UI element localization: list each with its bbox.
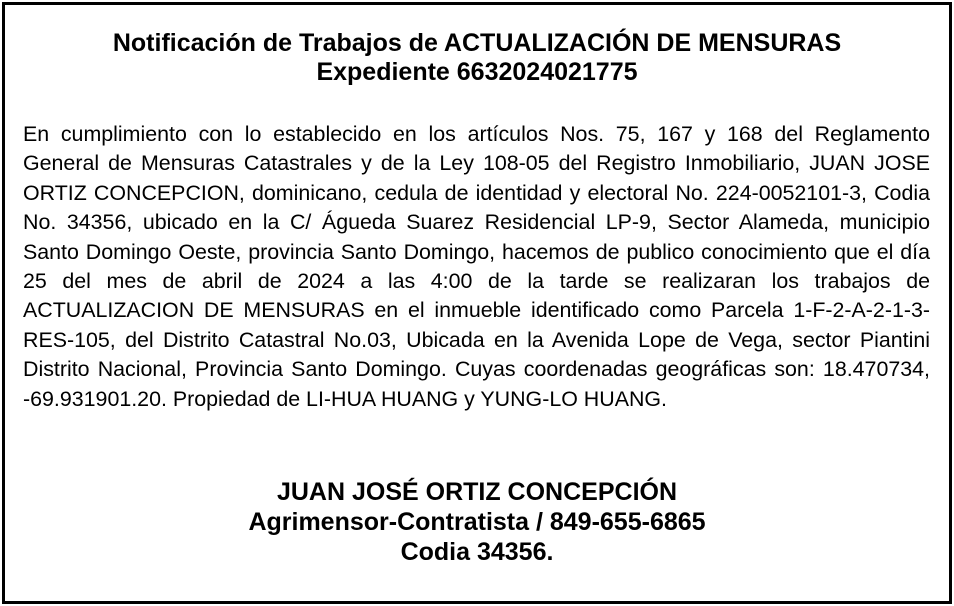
case-number: Expediente 6632024021775 [316,58,638,86]
notice-title [5,29,949,87]
notice-body: En cumplimiento con lo establecido en los artículos Nos. 75, 167 y 168 del Reglamento General de Mensuras Catastrales y de la Ley 108-05 del Registro Inmobiliario, JUAN JOSE ORTIZ CONCEPCION, dominicano, cedula de identidad y electoral No. 224-0052101-3, Codia No. 34356, ubicado en la C/ Águeda Suarez Residencial LP-9, Sector Alameda, municipio Santo Domingo Oeste, provincia Santo Domingo, hacemos de publico conocimiento que el día 25 del mes de abril de 2024 a las 4:00 de la tarde se realizaran los trabajos de ACTUALIZACION DE MENSURAS en el inmueble identificado como Parcela 1-F-2-A-2-1-3-RES-105, del Distrito Catastral No.03, Ubicada en la Avenida Lope de Vega, sector Piantini Distrito Nacional, Provincia Santo Domingo. Cuyas coordenadas geográficas son: 18.470734, -69.931901.20. Propiedad de LI-HUA HUANG y YUNG-LO HUANG. [23,122,930,411]
signatory-codia: Codia 34356. [400,538,554,566]
signature-block [5,477,949,567]
notice-title-line: Notificación de Trabajos de ACTUALIZACIÓN DE MENSURAS [112,29,842,57]
signatory-name: JUAN JOSÉ ORTIZ CONCEPCIÓN [276,478,678,506]
signatory-role: Agrimensor-Contratista / 849-655-6865 [248,508,706,536]
legal-notice [2,2,952,604]
